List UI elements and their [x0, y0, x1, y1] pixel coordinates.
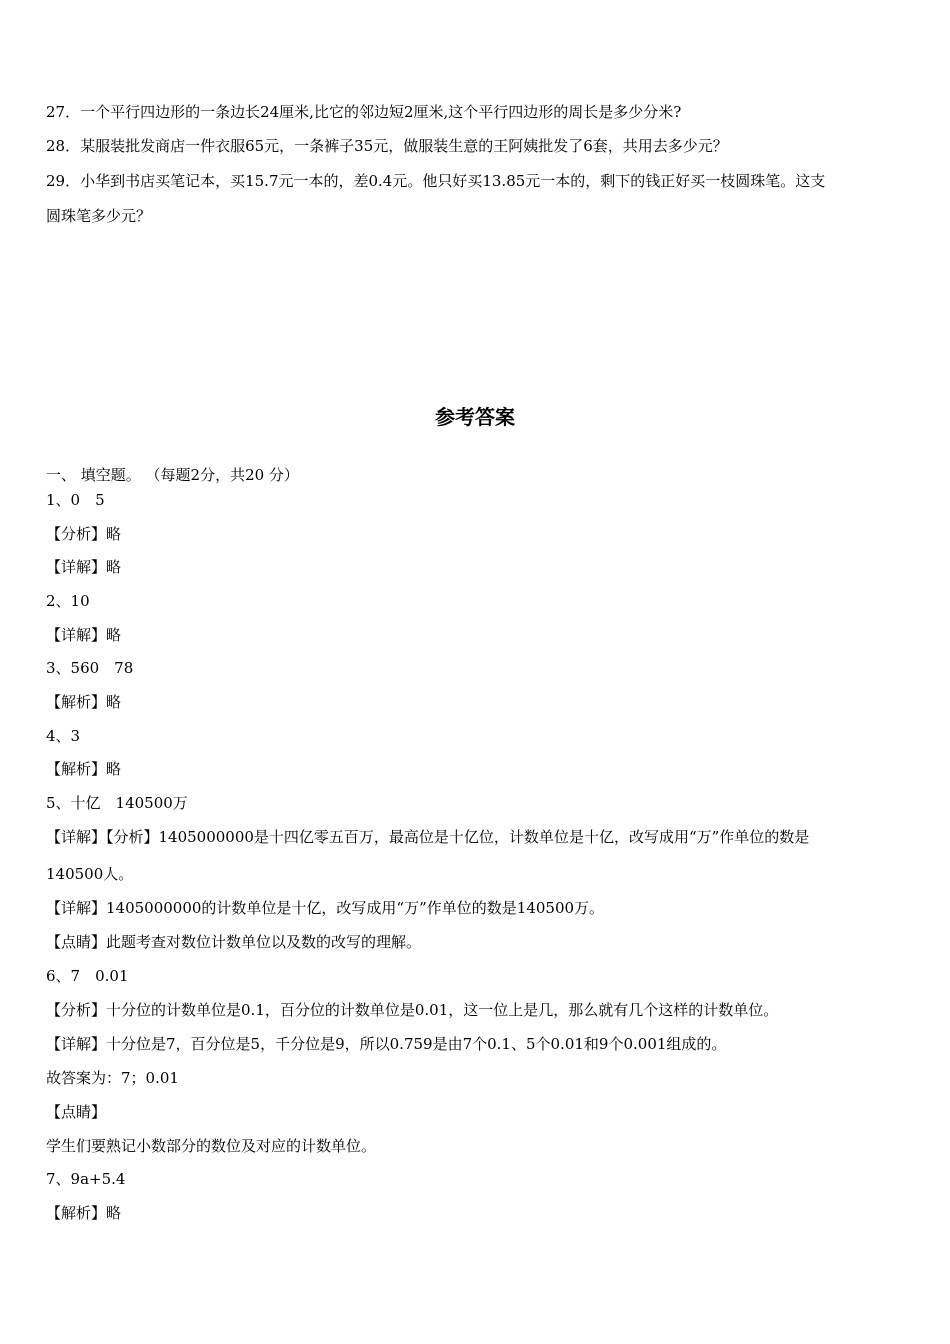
answer-4: 4、3: [46, 727, 81, 745]
answer-1: 1、0 5: [46, 491, 105, 509]
question-28: 28．某服装批发商店一件衣服65元，一条裤子35元，做服装生意的王阿姨批发了6套，共用去多少元？: [46, 137, 728, 155]
answer-2-detail: 【详解】略: [46, 626, 122, 644]
answer-6: 6、7 0.01: [46, 967, 129, 985]
answer-5-note: 【点睛】此题考查对数位计数单位以及数的改写的理解。: [46, 933, 422, 951]
answer-6-analysis: 【分析】十分位的计数单位是0.1，百分位的计数单位是0.01，这一位上是几，那么就有几个这样的计数单位。: [46, 1001, 779, 1019]
answer-2: 2、10: [46, 592, 90, 610]
question-29-line-1: 29．小华到书店买笔记本，买15.7元一本的，差0.4元。他只好买13.85元一本的，剩下的钱正好买一枝圆珠笔。这支: [46, 172, 826, 190]
answer-6-note-label: 【点睛】: [46, 1103, 107, 1121]
answer-5: 5、十亿 140500万: [46, 794, 188, 812]
answer-4-explain: 【解析】略: [46, 760, 122, 778]
answer-3: 3、560 78: [46, 659, 134, 677]
answer-5-detail-1-line-2: 140500人。: [46, 865, 134, 883]
answer-6-detail: 【详解】十分位是7，百分位是5，千分位是9，所以0.759是由7个0.1、5个0.01和9个0.001组成的。: [46, 1035, 727, 1053]
question-29-line-2: 圆珠笔多少元？: [46, 207, 152, 225]
answer-3-explain: 【解析】略: [46, 693, 122, 711]
answer-6-note: 学生们要熟记小数部分的数位及对应的计数单位。: [46, 1137, 377, 1155]
answer-7-explain: 【解析】略: [46, 1204, 122, 1222]
question-27: 27．一个平行四边形的一条边长24厘米,比它的邻边短2厘米,这个平行四边形的周长是多少分米?: [46, 103, 682, 121]
answer-5-detail-1-line-1: 【详解】【分析】1405000000是十四亿零五百万，最高位是十亿位，计数单位是十亿，改写成用“万”作单位的数是: [46, 828, 810, 846]
answer-1-analysis: 【分析】略: [46, 525, 122, 543]
answer-1-detail: 【详解】略: [46, 558, 122, 576]
answer-5-detail-2: 【详解】1405000000的计数单位是十亿，改写成用“万”作单位的数是140500万。: [46, 899, 605, 917]
section-heading: 一、 填空题。 （每题2分，共20 分）: [46, 466, 299, 484]
answer-6-answer: 故答案为：7；0.01: [46, 1069, 179, 1087]
answer-7: 7、9a+5.4: [46, 1170, 126, 1188]
answers-title: 参考答案: [435, 405, 515, 429]
